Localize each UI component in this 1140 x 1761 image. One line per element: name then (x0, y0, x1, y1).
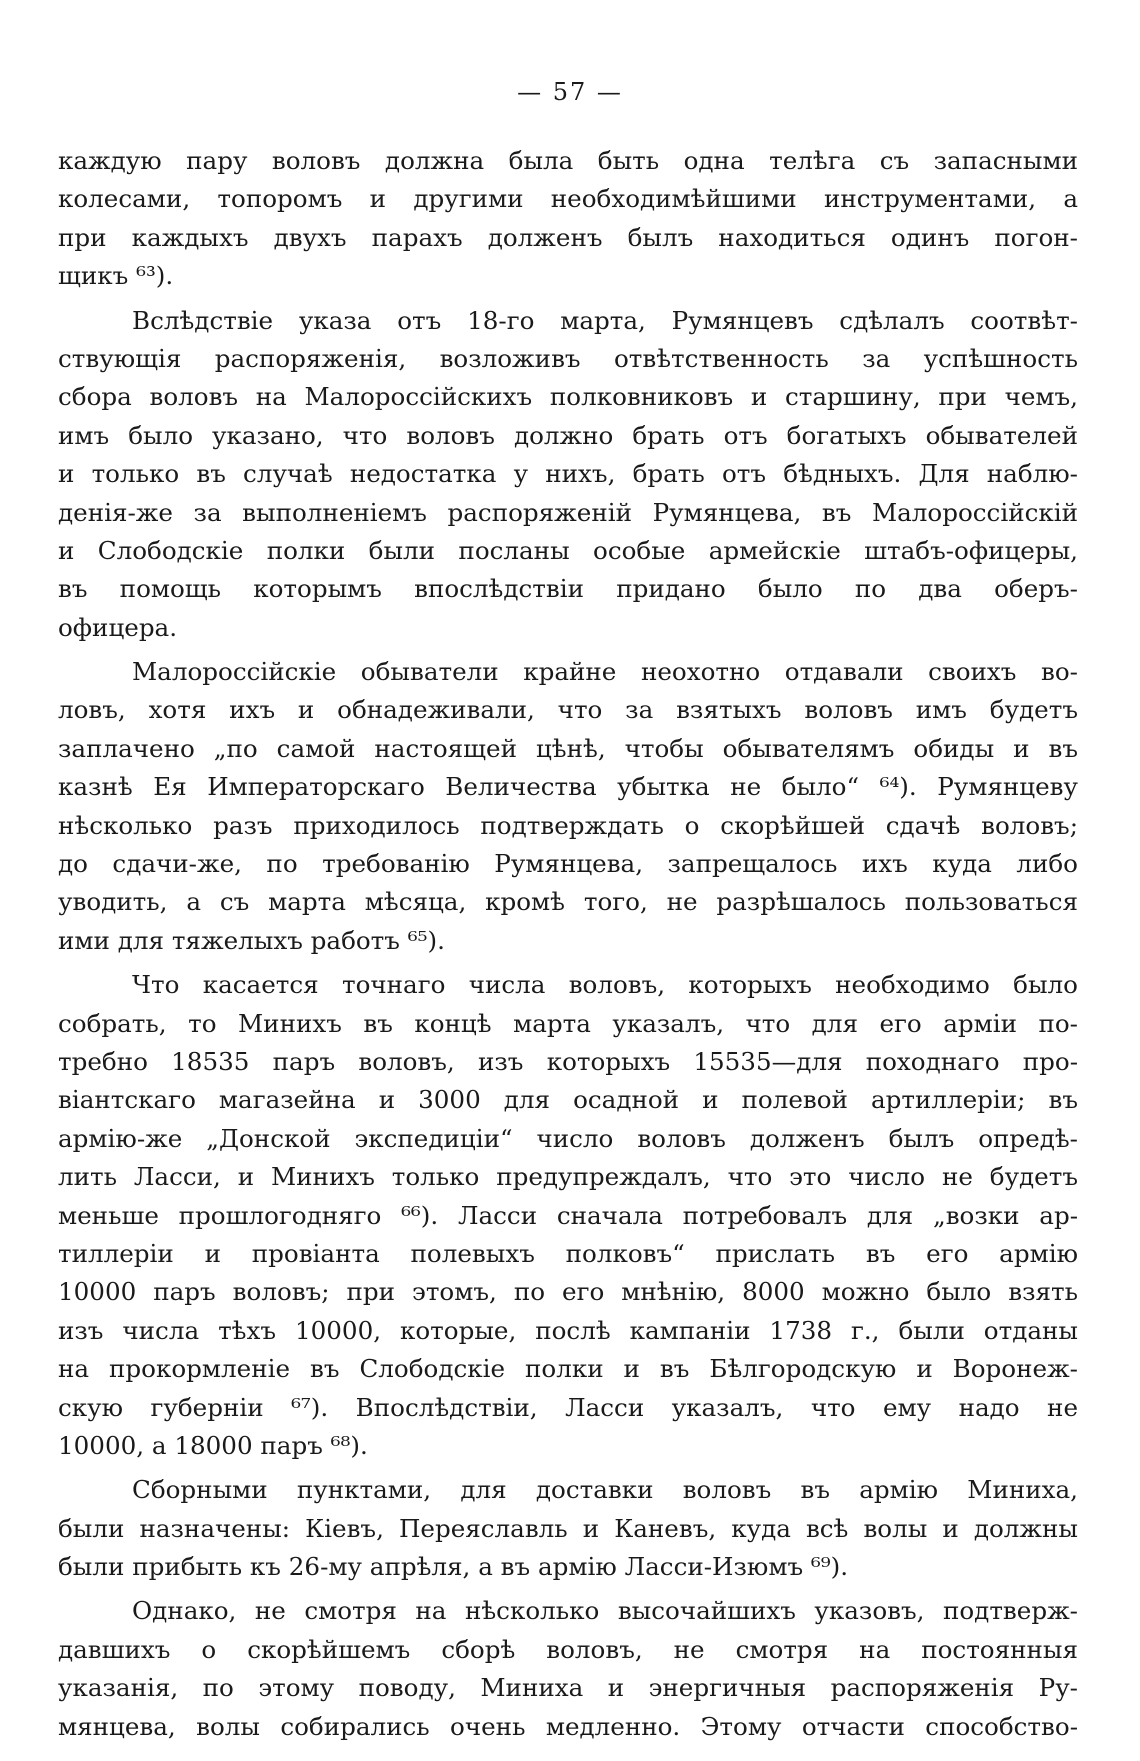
paragraph (58, 1471, 1078, 1586)
text-line: имъ было указано, что воловъ должно брать отъ богатыхъ обывателей (58, 420, 1078, 450)
paragraph (58, 966, 1078, 1465)
text-line: были прибыть къ 26-му апрѣля, а въ армію Ласси-Изюмъ ⁶⁹). (58, 1552, 849, 1582)
text-line: на прокормленіе въ Слободскіе полки и въ Бѣлгородскую и Воронеж- (58, 1354, 1078, 1384)
text-line: тиллеріи и провіанта полевыхъ полковъ“ прислать въ его армію (58, 1238, 1078, 1268)
text-line: до сдачи-же, по требованію Румянцева, запрещалось ихъ куда либо (58, 849, 1078, 879)
text-line: заплачено „по самой настоящей цѣнѣ, чтобы обывателямъ обиды и въ (58, 733, 1078, 763)
text-line: ими для тяжелыхъ работъ ⁶⁵). (58, 925, 445, 955)
text-line: щикъ ⁶³). (58, 261, 174, 291)
paragraph (58, 302, 1078, 648)
text-line: 10000 паръ воловъ; при этомъ, по его мнѣнію, 8000 можно было взять (58, 1277, 1078, 1307)
text-line: собрать, то Минихъ въ концѣ марта указалъ, что для его арміи по- (58, 1008, 1078, 1038)
text-line: сбора воловъ на Малороссійскихъ полковниковъ и старшину, при чемъ, (58, 382, 1078, 412)
text-line: лить Ласси, и Минихъ только предупреждалъ, что это число не будетъ (58, 1162, 1078, 1192)
text-line: требно 18535 паръ воловъ, изъ которыхъ 15535—для походнаго про- (58, 1046, 1078, 1076)
text-line: Сборными пунктами, для доставки воловъ въ армію Миниха, (132, 1475, 1078, 1505)
text-line: и Слободскіе полки были посланы особые армейскіе штабъ-офицеры, (58, 535, 1078, 565)
text-line: каждую пару воловъ должна была быть одна телѣга съ запасными (58, 146, 1078, 175)
text-line: изъ числа тѣхъ 10000, которые, послѣ кампаніи 1738 г., были отданы (58, 1315, 1078, 1345)
text-line: офицера. (58, 612, 178, 642)
text-line: ловъ, хотя ихъ и обнадеживали, что за взятыхъ воловъ имъ будетъ (58, 695, 1078, 725)
text-line: казнѣ Ея Императорскаго Величества убытка не было“ ⁶⁴). Румянцеву (58, 772, 1078, 802)
text-line: колесами, топоромъ и другими необходимѣйшими инструментами, а (58, 184, 1078, 214)
text-body (58, 142, 1078, 1746)
text-line: при каждыхъ двухъ парахъ долженъ былъ находиться одинъ погон- (58, 222, 1078, 252)
text-line: нѣсколько разъ приходилось подтверждать о скорѣйшей сдачѣ воловъ; (58, 810, 1078, 840)
text-line: 10000, а 18000 паръ ⁶⁸). (58, 1430, 368, 1460)
text-line: указанія, по этому поводу, Миниха и энергичныя распоряженія Ру- (58, 1673, 1078, 1703)
text-line: были назначены: Кіевъ, Переяславль и Каневъ, куда всѣ волы и должны (58, 1513, 1078, 1543)
text-line: Вслѣдствіе указа отъ 18-го марта, Румянцевъ сдѣлалъ соотвѣт- (132, 305, 1078, 335)
text-line: меньше прошлогодняго ⁶⁶). Ласси сначала потребовалъ для „возки ар- (58, 1200, 1078, 1230)
text-line: денія-же за выполненіемъ распоряженій Румянцева, въ Малороссійскій (58, 497, 1078, 527)
text-line: армію-же „Донской экспедиціи“ число воловъ долженъ былъ опредѣ- (58, 1123, 1078, 1153)
text-line: и только въ случаѣ недостатка у нихъ, брать отъ бѣдныхъ. Для наблю- (58, 459, 1078, 489)
text-line: Однако, не смотря на нѣсколько высочайшихъ указовъ, подтверж- (132, 1596, 1078, 1626)
text-line: віантскаго магазейна и 3000 для осадной и полевой артиллеріи; въ (58, 1085, 1078, 1115)
text-line: ствующія распоряженія, возложивъ отвѣтственность за успѣшность (58, 343, 1078, 373)
paragraph (58, 142, 1078, 296)
text-line: въ помощь которымъ впослѣдствіи придано было по два оберъ- (58, 574, 1078, 604)
text-line: мянцева, волы собирались очень медленно. Этому отчасти способство- (58, 1711, 1078, 1741)
text-line: Что касается точнаго числа воловъ, которыхъ необходимо было (132, 970, 1078, 1000)
paragraph (58, 1592, 1078, 1746)
text-line: скую губерніи ⁶⁷). Впослѣдствіи, Ласси указалъ, что ему надо не (58, 1392, 1078, 1422)
text-line: Малороссійскіе обыватели крайне неохотно отдавали своихъ во- (132, 657, 1078, 687)
text-line: уводить, а съ марта мѣсяца, кромѣ того, не разрѣшалось пользоваться (58, 887, 1078, 917)
text-line: давшихъ о скорѣйшемъ сборѣ воловъ, не смотря на постоянныя (58, 1634, 1078, 1664)
page-number: — 57 — (517, 78, 623, 106)
paragraph (58, 653, 1078, 960)
